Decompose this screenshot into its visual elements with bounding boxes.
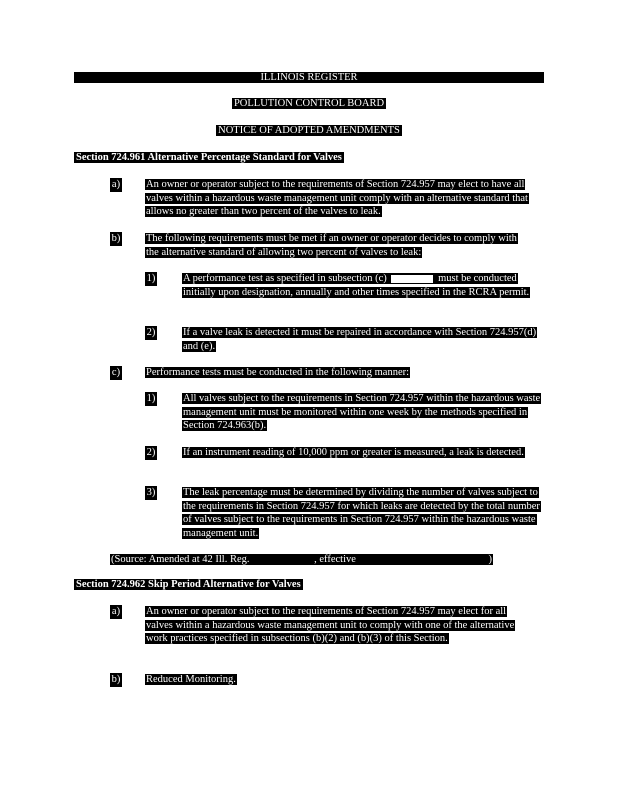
source-note — [110, 553, 530, 567]
subsection-b-text: The following requirements must be met if an owner or operator decides to comply with the alternative standard of allowing two percent of valves to leak: — [146, 233, 517, 258]
subsection-c1-label: 1) — [146, 393, 156, 404]
subsection-c3-text: The leak percentage must be determined by dividing the number of valves subject to the requirements in Section 724.957 for which leaks are detected by the total number of valves subject to the requirements in Section 724.957 within the hazardous waste management unit. — [183, 487, 540, 539]
subsection-c2-text: If an instrument reading of 10,000 ppm or greater is measured, a leak is detected. — [183, 447, 524, 458]
redaction-mark — [391, 275, 433, 283]
subsection-c1-text: All valves subject to the requirements in Section 724.957 within the hazardous waste management unit must be monitored within one week by the methods specified in Section 724.963(b). — [183, 393, 541, 432]
notice-title — [0, 124, 618, 138]
subsection-962-a-text: An owner or operator subject to the requirements of Section 724.957 may elect for all valves within a hazardous waste management unit to comply with one of the alternative work practices specified in subsections (b)(2) and (b)(3) of this Section. — [146, 606, 515, 645]
subsection-a-label: a) — [111, 179, 121, 190]
subsection-c-text: Performance tests must be conducted in the following manner: — [146, 367, 410, 378]
board-title-text: POLLUTION CONTROL BOARD — [233, 98, 385, 109]
subsection-b-label: b) — [111, 233, 121, 244]
reg-blank — [252, 556, 314, 567]
subsection-b1-text — [182, 272, 542, 299]
b1-text-post: must be conducted initially upon designation, annually and other times specified in the RCRA permit. — [183, 273, 530, 298]
subsection-c3-label: 3) — [146, 487, 156, 498]
notice-title-text: NOTICE OF ADOPTED AMENDMENTS — [218, 125, 400, 136]
effective-blank — [359, 556, 489, 567]
subsection-962-b-text: Reduced Monitoring. — [146, 674, 236, 685]
subsection-962-b-label: b) — [111, 674, 121, 685]
b1-text-pre: A performance test as specified in subsection (c) — [183, 273, 387, 284]
subsection-b1-label: 1) — [146, 273, 156, 284]
subsection-a-text: An owner or operator subject to the requirements of Section 724.957 may elect to have all valves within a hazardous waste management unit comply with an alternative standard that allows no greater than two percent of the valves to leak. — [146, 179, 528, 218]
register-title-text: ILLINOIS REGISTER — [260, 72, 358, 83]
subsection-c-label: c) — [111, 367, 121, 378]
board-title — [0, 97, 618, 111]
subsection-962-a-label: a) — [111, 606, 121, 617]
section-962-heading: Section 724.962 Skip Period Alternative for Valves — [76, 579, 301, 590]
subsection-c2-label: 2) — [146, 447, 156, 458]
subsection-b2-label: 2) — [146, 327, 156, 338]
register-title — [0, 71, 618, 85]
subsection-b2-text: If a valve leak is detected it must be repaired in accordance with Section 724.957(d) and (e). — [183, 327, 537, 352]
section-961-heading: Section 724.961 Alternative Percentage Standard for Valves — [76, 152, 342, 163]
source-end: ) — [488, 554, 493, 565]
source-mid: , effective — [314, 554, 356, 565]
source-pre: (Source: Amended at 42 Ill. Reg. — [111, 554, 250, 565]
